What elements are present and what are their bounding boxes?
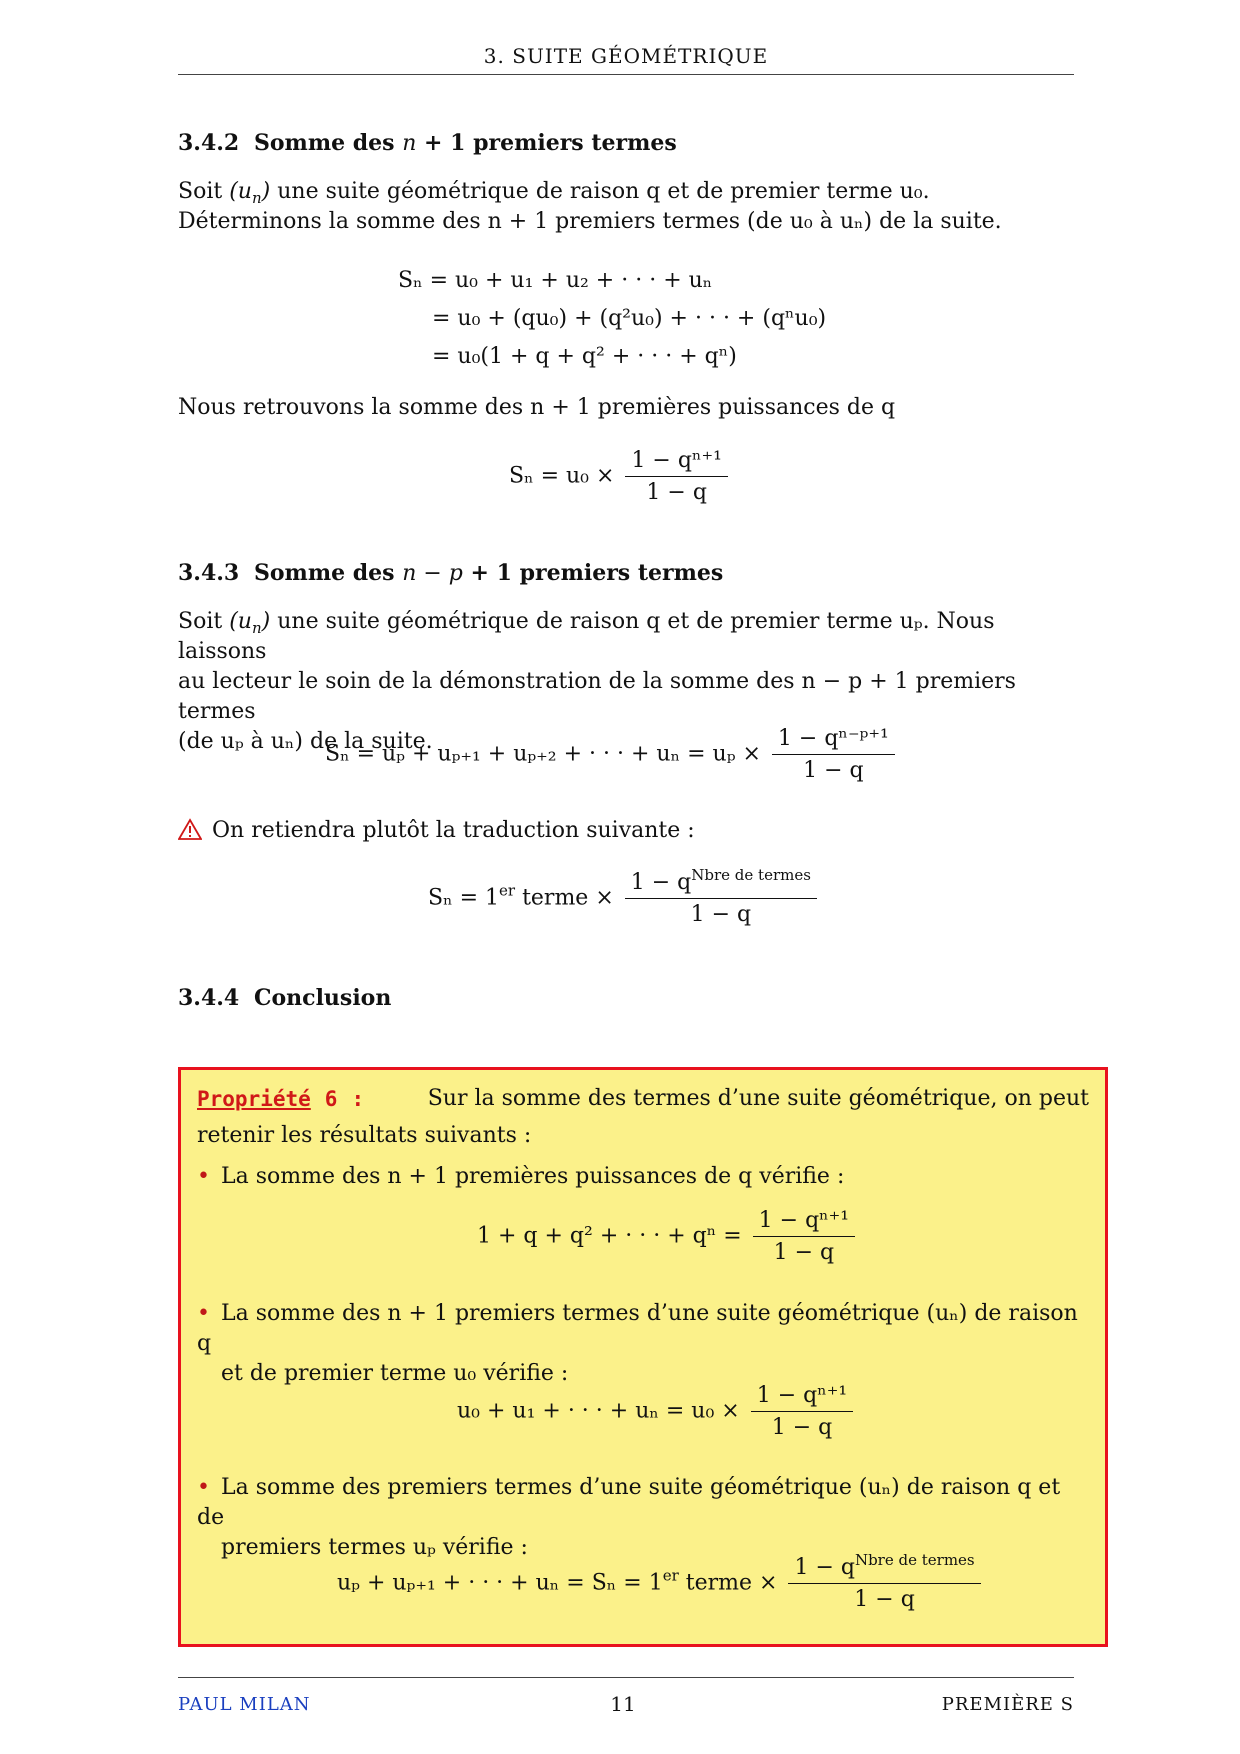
warning-line: On retiendra plutôt la traduction suivante : — [178, 818, 695, 843]
equation-sum-line2: = u₀ + (qu₀) + (q²u₀) + · · · + (qⁿu₀) — [432, 306, 827, 331]
footer-rule — [178, 1677, 1074, 1678]
footer-level: PREMIÈRE S — [941, 1694, 1074, 1715]
bullet-icon: • — [197, 1301, 210, 1326]
warning-icon — [178, 818, 202, 840]
fraction: $\frac{1 - q^{Nbre de termes}}{1 - q}$ — [788, 1555, 980, 1612]
header-rule — [178, 74, 1074, 75]
fraction: $\frac{\text{1 − qⁿ⁻ᵖ⁺¹}}{1 - q}$ — [772, 726, 895, 783]
equation-powers-sum: 1 + q + q² + · · · + qⁿ = $\frac{\text{1 − qⁿ⁺¹}}{1 - q}$ — [477, 1208, 859, 1265]
fraction: $\frac{\text{1 − qⁿ⁺¹}}{1 - q}$ — [625, 448, 727, 505]
property-box — [178, 1067, 1108, 1647]
section-heading-343: 3.4.3 Somme des n − p + 1 premiers termes — [178, 560, 724, 586]
bullet-icon: • — [197, 1164, 210, 1189]
fraction: $\frac{\text{1 − qⁿ⁺¹}}{1 - q}$ — [753, 1208, 855, 1265]
paragraph-intro: Soit $(u_n)$ une suite géométrique de raison q et de premier terme u₀. Déterminons la somme des n + 1 premiers termes (de u₀ à uₙ) de la suite. — [178, 179, 1002, 234]
property-bullet-1: • La somme des n + 1 premières puissances de q vérifie : — [197, 1162, 1089, 1192]
fraction: $\frac{\text{1 − qⁿ⁺¹}}{1 - q}$ — [751, 1383, 853, 1440]
equation-terms-sum: u₀ + u₁ + · · · + uₙ = u₀ × $\frac{\text{1 − qⁿ⁺¹}}{1 - q}$ — [457, 1383, 857, 1440]
running-header: 3. SUITE GÉOMÉTRIQUE — [483, 44, 769, 68]
section-heading-344: 3.4.4 Conclusion — [178, 985, 392, 1011]
equation-general-sum: uₚ + uₚ₊₁ + · · · + uₙ = Sₙ = 1er terme × $\frac{1 - q^{Nbre de termes}}{1 - q}$ — [337, 1555, 985, 1612]
property-bullet-2: • La somme des n + 1 premiers termes d’une suite géométrique (uₙ) de raison q et de premier terme u₀ vérifie : — [197, 1301, 1078, 1386]
footer-author: PAUL MILAN — [178, 1694, 311, 1715]
equation-partial-sum: Sₙ = uₚ + uₚ₊₁ + uₚ₊₂ + · · · + uₙ = uₚ × $\frac{\text{1 − qⁿ⁻ᵖ⁺¹}}{1 - q}$ — [325, 726, 899, 783]
property-bullet-3: • La somme des premiers termes d’une suite géométrique (uₙ) de raison q et de premiers termes uₚ vérifie : — [197, 1475, 1061, 1560]
property-title: Propriété — [197, 1087, 311, 1111]
equation-words: Sₙ = 1er terme × $\frac{1 - q^{Nbre de termes}}{1 - q}$ — [428, 870, 821, 927]
fraction: $\frac{1 - q^{Nbre de termes}}{1 - q}$ — [625, 870, 817, 927]
paragraph-general: Soit $(u_n)$ une suite géométrique de raison q et de premier terme uₚ. Nous laissons au lecteur le soin de la démonstration de la somme des n − p + 1 premiers termes (de uₚ à uₙ) de la suite. — [178, 609, 1016, 754]
equation-sn-formula: Sₙ = u₀ × $\frac{\text{1 − qⁿ⁺¹}}{1 - q}$ — [509, 448, 732, 505]
section-heading-342: 3.4.2 Somme des n + 1 premiers termes — [178, 130, 677, 156]
paragraph-powers: Nous retrouvons la somme des n + 1 premières puissances de q — [178, 395, 896, 420]
page-number: 11 — [610, 1692, 636, 1716]
equation-sum-line3: = u₀(1 + q + q² + · · · + qⁿ) — [432, 344, 737, 369]
bullet-icon: • — [197, 1475, 210, 1500]
property-intro: Propriété 6 : Sur la somme des termes d’une suite géométrique, on peut retenir les résultats suivants : — [197, 1086, 1089, 1148]
equation-sum-line1: Sₙ = u₀ + u₁ + u₂ + · · · + uₙ — [398, 268, 713, 293]
